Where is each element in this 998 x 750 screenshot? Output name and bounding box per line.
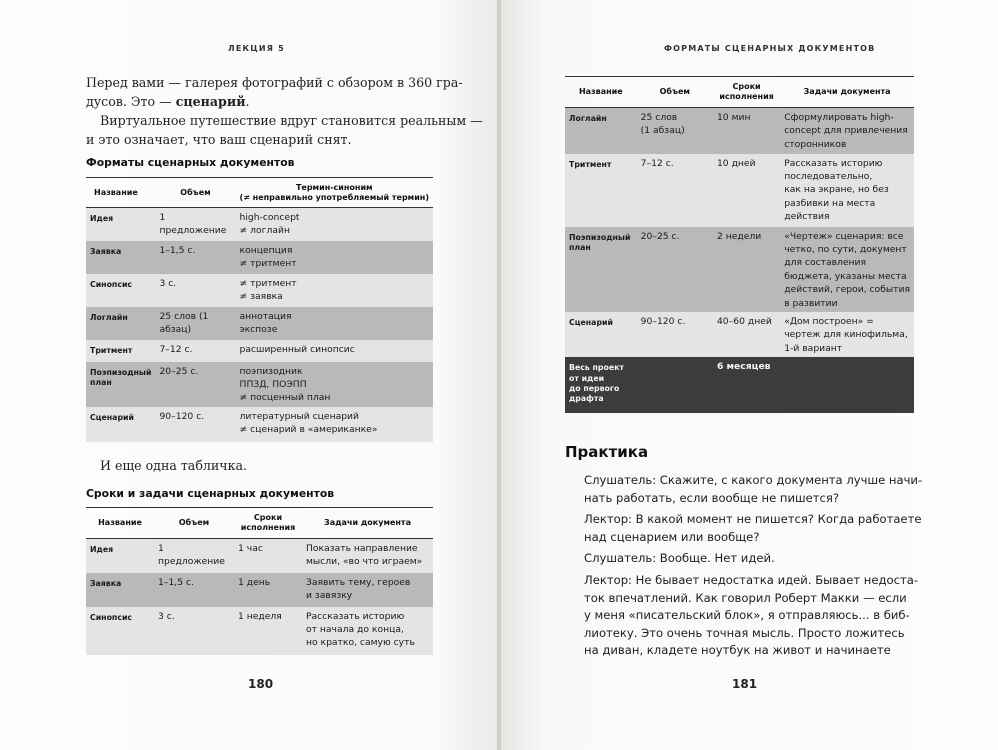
intro-line-2-text: дусов. Это — [86,94,176,109]
cell-task-line: Сформулировать high- [784,112,894,123]
cell-task [302,539,433,573]
cell-name: Идея [90,545,114,554]
table-row [86,274,433,307]
table2-header-name: Название [98,518,142,527]
table-row [565,227,914,312]
cell-term: 2 недели [716,230,762,242]
cell-name [565,227,637,312]
table-row [86,362,433,407]
cell-task-line: мысли, «во что играем» [306,556,423,568]
intro-bold-word: сценарий [175,94,246,109]
cell-task-line: но кратко, самую суть [306,637,415,649]
running-head-right: ФОРМАТЫ СЦЕНАРНЫХ ДОКУМЕНТОВ [664,44,876,53]
cell-term: 10 мин [716,112,751,123]
table-row [565,108,914,154]
cell-name-line: план [90,377,112,387]
cell-task [302,573,433,607]
table3-header-term [713,77,780,108]
cell-term: 10 дней [716,157,756,169]
page-number-right: 181 [732,677,758,691]
cell-task [780,312,914,357]
cell-volume: 7–12 с. [159,343,193,355]
dialogue [565,472,923,660]
formats-table [86,177,433,442]
intro-line-1: Перед вами — галерея фотографий с обзором в 360 гра- [86,75,463,90]
mid-text: И еще одна табличка. [100,458,248,473]
cell-term: 40–60 дней [716,315,772,327]
cell-name: Заявка [90,578,122,588]
table-row [86,241,433,274]
cell-volume: 1–1,5 с. [159,244,196,256]
table2-header-term-line: Сроки [253,513,283,522]
dialogue-turn [565,511,922,546]
cell-name-line: Поэпизодный [90,367,152,377]
cell-term [236,241,433,274]
dialogue-turn [565,572,919,660]
dialogue-line: нать работать, если вообще не пишется? [584,490,840,505]
dialogue-line: на диван, кладете ноутбук на живот и начинаете [584,643,891,658]
cell-term-line: ≠ логлайн [239,225,290,237]
table2-header-term-line: исполнения [240,523,296,532]
cell-volume-line: (1 абзац) [640,125,685,137]
cell-task-line: и завязку [306,589,353,601]
cell-term: 1 день [238,576,271,588]
table1-header-term-line1: Термин-синоним [295,182,373,192]
dialogue-line: Лектор: Не бывает недостатка идей. Бывает недоста- [584,572,919,587]
table1-header-volume: Объем [180,187,211,197]
cell-volume: 20–25 с. [159,365,199,377]
cell-term [236,208,433,241]
cell-task-line: Рассказать историю [784,157,883,169]
cell-task-line: Рассказать историю [306,610,405,622]
table1-header-term-line2: (≠ неправильно употребляемый термин) [239,192,429,202]
cell-name [86,362,155,407]
cell-task [780,227,914,312]
dialogue-line: лиотеку. Это очень точная мысль. Просто ложитесь [584,625,905,640]
cell-name: Заявка [90,246,122,256]
table-row [565,154,914,227]
cell-volume [637,357,713,413]
cell-task-line: разбивки на места [784,197,876,209]
cell-volume-line: 25 слов [640,112,678,123]
table2-header-volume: Объем [178,518,210,527]
cell-name: Логлайн [90,312,128,322]
cell-name: Тритмент [569,159,612,169]
dialogue-turn [565,472,923,507]
intro-line-2 [86,92,436,111]
cell-term [236,407,433,442]
cell-volume: 7–12 с. [640,157,674,169]
cell-task-line: чертеж для кинофильма, [784,329,908,341]
cell-term-line: экспозе [239,323,278,335]
cell-name-line: до первого [569,383,620,393]
table3-header-volume: Объем [659,87,690,96]
cell-task [780,357,914,413]
right-page [501,0,998,750]
table2-title: Сроки и задачи сценарных документов [86,487,335,500]
cell-name-line: Весь проект [569,363,624,373]
cell-volume: 3 с. [158,610,175,622]
cell-task-line: как на экране, но без [784,184,889,196]
table1-title: Форматы сценарных документов [86,156,295,169]
cell-task [780,108,914,154]
table1-header-row [86,178,433,208]
page-number-left: 180 [248,677,274,691]
cell-term [236,340,433,362]
table1-header-name: Название [94,187,138,197]
cell-name: Идея [90,214,114,223]
table-row [86,607,433,655]
cell-task [780,154,914,227]
table-row [86,307,433,340]
cell-term-line: ≠ тритмент [239,257,297,269]
dialogue-line: Слушатель: Вообще. Нет идей. [584,551,775,566]
cell-name: Сценарий [569,317,613,327]
cell-name: Синопсис [90,612,133,622]
cell-task-line: от начала до конца, [306,623,404,635]
cell-term [236,274,433,307]
cell-volume: 3 с. [159,277,177,289]
cell-name: Сценарий [90,412,134,422]
running-head-left: ЛЕКЦИЯ 5 [228,44,285,53]
cell-task-line: «Чертеж» сценария: все [784,230,904,242]
table3-header-name: Название [578,87,623,96]
para2-line-1: Виртуальное путешествие вдруг становится реальным — [100,113,483,128]
cell-term-line: ≠ сценарий в «американке» [239,424,378,436]
dialogue-line: Лектор: В какой момент не пишется? Когда работаете [584,512,922,527]
table3-header-term-line: Сроки [732,82,761,91]
practice-heading: Практика [565,443,649,461]
cell-term-line: ≠ посценный план [239,392,331,404]
cell-term-line: аннотация [239,310,292,322]
cell-volume: 90–120 с. [640,315,686,327]
dialogue-line: у меня «писательский блок», я отправляюсь... в биб- [584,608,910,623]
cell-name-line: от идеи [569,373,605,383]
cell-term: 6 месяцев [716,361,771,373]
cell-name: Логлайн [569,114,607,123]
table-row [86,407,433,442]
cell-term-line: расширенный синопсис [239,343,355,355]
cell-term [236,307,433,340]
cell-term-line: литературный сценарий [239,410,359,422]
para2-line-2: и это означает, что ваш сценарий снят. [86,132,352,147]
deadlines-table-right [565,76,914,413]
cell-task-line: бюджета, указаны места [784,270,907,282]
dialogue-line: ток впечатлений. Как говорил Роберт Макки — если [584,590,907,605]
cell-task-line: сторонников [784,138,847,150]
table3-header-task: Задачи документа [803,87,891,96]
cell-term-line: ≠ заявка [239,290,283,302]
cell-task-line: последовательно, [784,170,873,182]
table-row [86,539,433,573]
cell-task-line: Показать направление [306,543,418,554]
cell-task-line: четко, по сути, документ [784,243,907,255]
cell-name-line: драфта [569,394,604,404]
table-row [86,208,433,241]
table-row [86,573,433,607]
cell-term [236,362,433,407]
cell-volume: 1 предложение [159,212,227,237]
cell-volume: 25 слов (1 абзац) [159,310,209,335]
cell-volume: 1–1,5 с. [158,576,194,588]
cell-task-line: действия [784,211,830,223]
cell-term: 1 неделя [238,610,282,622]
cell-name: Тритмент [90,345,133,355]
cell-term-line: поэпизодник [239,365,303,377]
cell-volume: 1 предложение [158,543,225,568]
table-row [86,340,433,362]
cell-volume: 20–25 с. [640,230,680,242]
cell-name: Синопсис [90,279,133,289]
cell-term-line: концепция [239,244,293,256]
cell-task-line: Заявить тему, героев [306,576,411,588]
table2-header-task: Задачи документа [324,518,411,527]
cell-name-line: план [569,242,591,252]
cell-task-line: 1-й вариант [784,342,843,354]
cell-task [302,607,433,655]
table3-header-row [565,77,914,108]
cell-name-line: Поэпизодный [569,232,631,242]
cell-term: 1 час [238,543,263,554]
table1-header-term [236,178,433,208]
second-paragraph [86,111,483,149]
table-row [565,312,914,357]
cell-task-line: в развитии [784,297,838,309]
left-page [0,0,497,750]
cell-volume: 90–120 с. [159,410,205,422]
dialogue-line: над сценарием или вообще? [584,529,760,544]
intro-paragraph [86,73,463,111]
cell-term-line: high-concept [239,212,300,223]
cell-task-line: для составления [784,257,867,269]
cell-term-line: ППЗД, ПОЭПП [239,378,307,390]
cell-task-line: concept для привлечения [784,125,908,137]
table2-header-row [86,508,433,539]
cell-task-line: «Дом построен» = [784,315,874,327]
dialogue-turn [565,550,915,568]
deadlines-table-left [86,507,433,655]
intro-end: . [245,94,250,109]
cell-term-line: ≠ тритмент [239,277,297,289]
dialogue-line: Слушатель: Скажите, с какого документа лучше начи- [584,473,923,487]
table2-header-term [234,508,302,539]
table3-header-term-line: исполнения [719,92,774,101]
cell-task-line: действий, герои, события [784,284,910,296]
cell-name [565,357,637,413]
table-row-total [565,357,914,413]
cell-volume [637,108,713,154]
